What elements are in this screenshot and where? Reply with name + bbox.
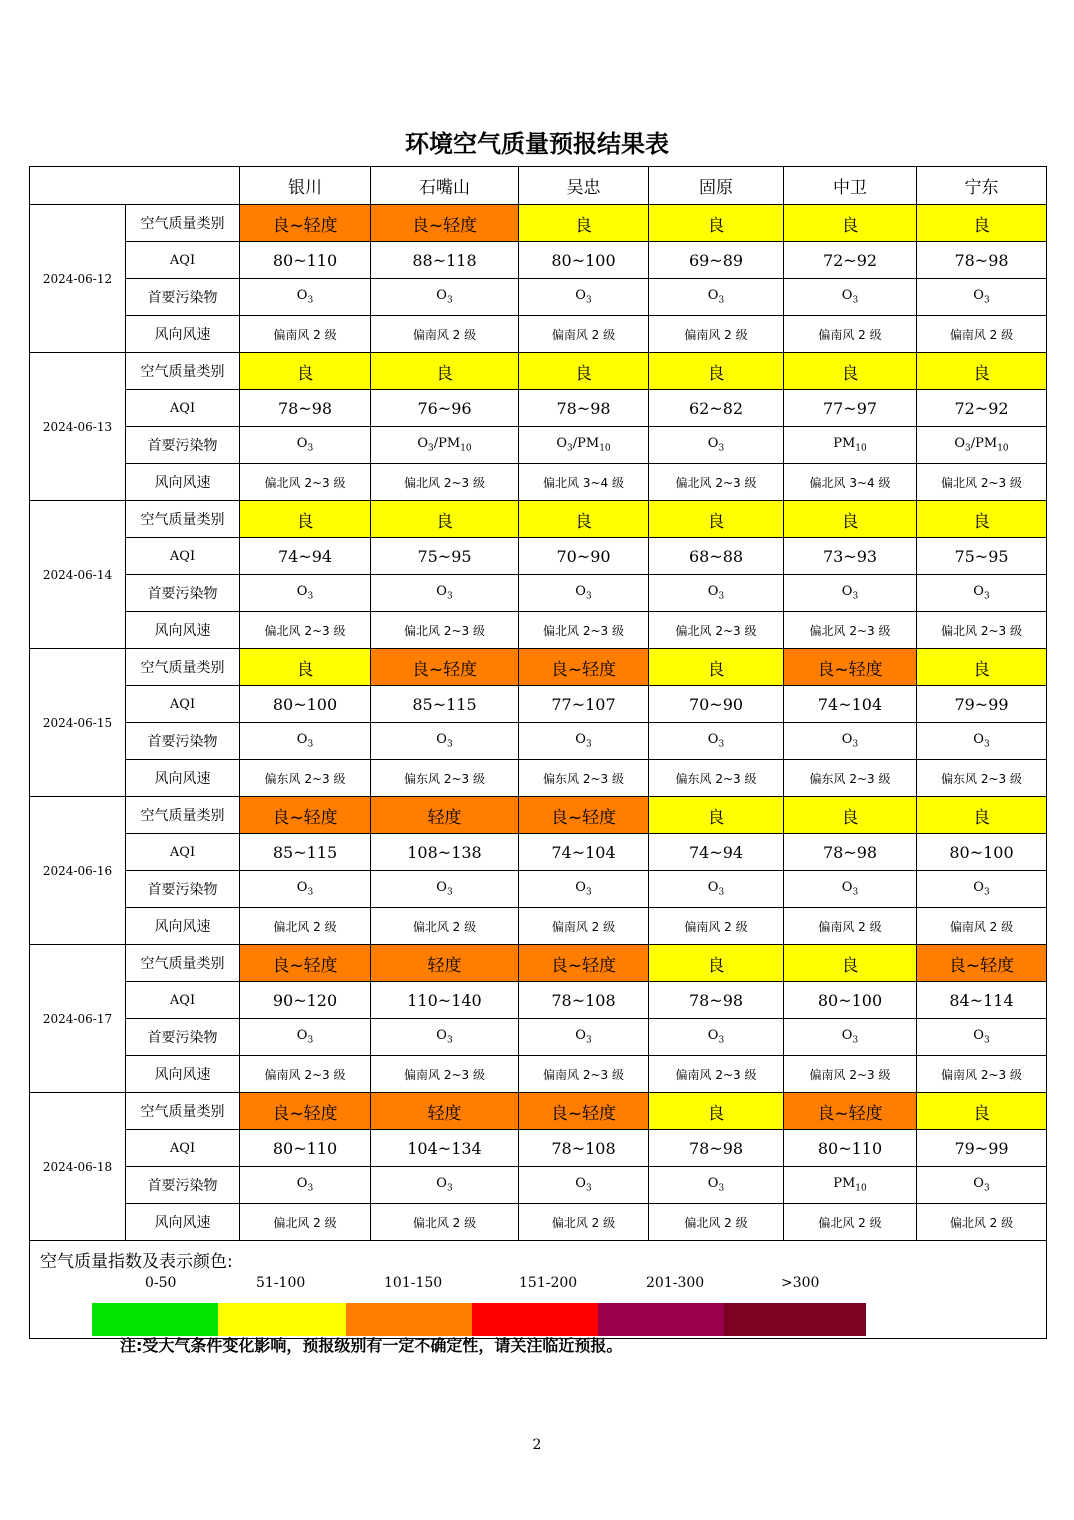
wind-cell: 偏东风 2~3 级	[917, 760, 1047, 797]
wind-cell: 偏东风 2~3 级	[784, 760, 917, 797]
wind-cell: 偏南风 2~3 级	[519, 1056, 649, 1093]
wind-cell: 偏北风 3~4 级	[519, 464, 649, 501]
date-cell: 2024-06-16	[30, 797, 126, 945]
category-cell: 良	[649, 1093, 784, 1130]
pollutant-cell: $PM_{10}$	[784, 1167, 917, 1204]
aqi-cell: 108~138	[371, 834, 519, 871]
pollutant-cell: $O_3$	[649, 575, 784, 612]
aqi-cell: 85~115	[240, 834, 371, 871]
legend-color-swatch	[92, 1303, 218, 1336]
wind-cell: 偏北风 2 级	[371, 908, 519, 945]
wind-cell: 偏南风 2 级	[917, 316, 1047, 353]
wind-cell: 偏南风 2~3 级	[371, 1056, 519, 1093]
pollutant-cell: $O_3$	[371, 575, 519, 612]
date-cell: 2024-06-13	[30, 353, 126, 501]
wind-cell: 偏南风 2~3 级	[917, 1056, 1047, 1093]
legend-color-swatch	[218, 1303, 346, 1336]
aqi-row	[30, 538, 1047, 575]
pollutant-cell: $O_3$	[917, 1167, 1047, 1204]
row-label-category: 空气质量类别	[126, 797, 240, 834]
aqi-cell: 78~98	[649, 1130, 784, 1167]
aqi-cell: 80~100	[519, 242, 649, 279]
pollutant-row	[30, 1167, 1047, 1204]
wind-cell: 偏南风 2 级	[649, 908, 784, 945]
legend-range-label: 101-150	[384, 1275, 443, 1291]
wind-row	[30, 908, 1047, 945]
category-cell: 良~轻度	[371, 205, 519, 242]
aqi-row	[30, 686, 1047, 723]
category-cell: 良	[917, 353, 1047, 390]
wind-cell: 偏南风 2 级	[784, 316, 917, 353]
pollutant-row	[30, 1019, 1047, 1056]
pollutant-cell: $O_3/PM_{10}$	[519, 427, 649, 464]
pollutant-cell: $O_3$	[240, 279, 371, 316]
row-label-pollutant: 首要污染物	[126, 871, 240, 908]
wind-cell: 偏北风 2~3 级	[917, 464, 1047, 501]
category-cell: 良~轻度	[240, 945, 371, 982]
category-row	[30, 797, 1047, 834]
legend-color-swatch	[346, 1303, 472, 1336]
category-row	[30, 1093, 1047, 1130]
wind-cell: 偏北风 2~3 级	[371, 612, 519, 649]
wind-cell: 偏东风 2~3 级	[240, 760, 371, 797]
aqi-cell: 78~98	[519, 390, 649, 427]
aqi-cell: 80~110	[240, 1130, 371, 1167]
aqi-cell: 80~110	[784, 1130, 917, 1167]
footnote: 注:受大气条件变化影响，预报级别有一定不确定性，请关注临近预报。	[120, 1336, 623, 1355]
date-cell: 2024-06-17	[30, 945, 126, 1093]
aqi-cell: 79~99	[917, 686, 1047, 723]
category-cell: 良	[240, 649, 371, 686]
wind-cell: 偏北风 2~3 级	[649, 464, 784, 501]
aqi-cell: 78~98	[784, 834, 917, 871]
wind-cell: 偏北风 2~3 级	[240, 612, 371, 649]
pollutant-cell: $O_3$	[649, 723, 784, 760]
category-cell: 良	[784, 945, 917, 982]
wind-cell: 偏南风 2~3 级	[784, 1056, 917, 1093]
city-header: 宁东	[917, 167, 1047, 205]
wind-cell: 偏南风 2 级	[917, 908, 1047, 945]
aqi-cell: 62~82	[649, 390, 784, 427]
row-label-wind: 风向风速	[126, 464, 240, 501]
category-row	[30, 649, 1047, 686]
pollutant-cell: $O_3$	[917, 871, 1047, 908]
wind-cell: 偏东风 2~3 级	[649, 760, 784, 797]
row-label-wind: 风向风速	[126, 316, 240, 353]
wind-cell: 偏北风 2 级	[240, 1204, 371, 1241]
category-row	[30, 205, 1047, 242]
forecast-table-body	[30, 167, 1047, 1339]
aqi-cell: 80~100	[240, 686, 371, 723]
legend-range-label: >300	[781, 1275, 820, 1291]
wind-cell: 偏南风 2~3 级	[240, 1056, 371, 1093]
category-row	[30, 501, 1047, 538]
pollutant-cell: $O_3$	[917, 723, 1047, 760]
row-label-wind: 风向风速	[126, 760, 240, 797]
pollutant-cell: $O_3$	[240, 427, 371, 464]
date-cell: 2024-06-18	[30, 1093, 126, 1241]
wind-cell: 偏南风 2 级	[784, 908, 917, 945]
category-cell: 良	[649, 501, 784, 538]
category-cell: 良	[917, 205, 1047, 242]
wind-cell: 偏东风 2~3 级	[519, 760, 649, 797]
pollutant-row	[30, 871, 1047, 908]
pollutant-cell: $O_3$	[371, 1167, 519, 1204]
aqi-cell: 74~104	[519, 834, 649, 871]
wind-cell: 偏北风 2 级	[917, 1204, 1047, 1241]
wind-row	[30, 1056, 1047, 1093]
category-cell: 良~轻度	[519, 945, 649, 982]
wind-cell: 偏北风 2~3 级	[371, 464, 519, 501]
pollutant-cell: $O_3$	[649, 871, 784, 908]
wind-cell: 偏北风 2 级	[649, 1204, 784, 1241]
aqi-row	[30, 834, 1047, 871]
pollutant-cell: $O_3$	[371, 279, 519, 316]
wind-cell: 偏南风 2 级	[649, 316, 784, 353]
legend-row	[30, 1241, 1047, 1339]
row-label-aqi: AQI	[126, 686, 240, 723]
category-cell: 良~轻度	[519, 797, 649, 834]
category-cell: 良~轻度	[784, 1093, 917, 1130]
category-cell: 良	[519, 501, 649, 538]
aqi-cell: 75~95	[371, 538, 519, 575]
category-cell: 良	[649, 945, 784, 982]
legend-color-swatch	[724, 1303, 866, 1336]
row-label-aqi: AQI	[126, 390, 240, 427]
wind-cell: 偏北风 2~3 级	[917, 612, 1047, 649]
pollutant-cell: $O_3$	[519, 279, 649, 316]
category-cell: 轻度	[371, 945, 519, 982]
pollutant-cell: $O_3$	[784, 871, 917, 908]
aqi-cell: 90~120	[240, 982, 371, 1019]
legend-range-label: 51-100	[256, 1275, 306, 1291]
row-label-wind: 风向风速	[126, 1056, 240, 1093]
pollutant-row	[30, 723, 1047, 760]
row-label-pollutant: 首要污染物	[126, 1019, 240, 1056]
category-cell: 良	[371, 353, 519, 390]
aqi-cell: 80~100	[784, 982, 917, 1019]
pollutant-cell: $O_3$	[649, 1167, 784, 1204]
pollutant-cell: $O_3$	[240, 1167, 371, 1204]
category-cell: 良	[784, 501, 917, 538]
aqi-cell: 73~93	[784, 538, 917, 575]
category-cell: 良~轻度	[240, 797, 371, 834]
wind-cell: 偏南风 2 级	[371, 316, 519, 353]
category-cell: 良	[519, 353, 649, 390]
aqi-cell: 77~107	[519, 686, 649, 723]
row-label-category: 空气质量类别	[126, 1093, 240, 1130]
row-label-pollutant: 首要污染物	[126, 279, 240, 316]
pollutant-cell: $O_3$	[240, 575, 371, 612]
pollutant-cell: $O_3$	[649, 1019, 784, 1056]
pollutant-cell: $O_3$	[240, 871, 371, 908]
wind-cell: 偏北风 2 级	[519, 1204, 649, 1241]
row-label-aqi: AQI	[126, 1130, 240, 1167]
row-label-wind: 风向风速	[126, 1204, 240, 1241]
aqi-cell: 85~115	[371, 686, 519, 723]
row-label-pollutant: 首要污染物	[126, 1167, 240, 1204]
pollutant-cell: $O_3$	[371, 1019, 519, 1056]
pollutant-cell: $PM_{10}$	[784, 427, 917, 464]
pollutant-cell: $O_3$	[240, 723, 371, 760]
legend-range-label: 0-50	[145, 1275, 177, 1291]
wind-row	[30, 464, 1047, 501]
wind-cell: 偏北风 2~3 级	[519, 612, 649, 649]
aqi-cell: 78~98	[240, 390, 371, 427]
wind-cell: 偏北风 2~3 级	[240, 464, 371, 501]
aqi-cell: 68~88	[649, 538, 784, 575]
row-label-pollutant: 首要污染物	[126, 575, 240, 612]
wind-row	[30, 1204, 1047, 1241]
aqi-cell: 80~110	[240, 242, 371, 279]
category-cell: 良	[649, 797, 784, 834]
category-cell: 良	[649, 205, 784, 242]
category-cell: 良~轻度	[240, 1093, 371, 1130]
pollutant-cell: $O_3$	[519, 1019, 649, 1056]
category-cell: 良~轻度	[519, 1093, 649, 1130]
aqi-cell: 69~89	[649, 242, 784, 279]
wind-cell: 偏南风 2 级	[519, 316, 649, 353]
legend-color-swatch	[598, 1303, 724, 1336]
category-cell: 良	[649, 353, 784, 390]
aqi-row	[30, 242, 1047, 279]
legend-title: 空气质量指数及表示颜色:	[40, 1252, 233, 1272]
category-cell: 良	[784, 797, 917, 834]
aqi-cell: 78~108	[519, 982, 649, 1019]
page-number: 2	[532, 1437, 542, 1453]
pollutant-cell: $O_3$	[784, 279, 917, 316]
pollutant-cell: $O_3$	[371, 871, 519, 908]
aqi-cell: 72~92	[917, 390, 1047, 427]
row-label-aqi: AQI	[126, 242, 240, 279]
city-header: 固原	[649, 167, 784, 205]
pollutant-row	[30, 279, 1047, 316]
category-cell: 良	[917, 1093, 1047, 1130]
category-cell: 良	[240, 353, 371, 390]
wind-row	[30, 316, 1047, 353]
header-corner	[30, 167, 240, 205]
wind-cell: 偏南风 2 级	[240, 316, 371, 353]
pollutant-cell: $O_3$	[917, 279, 1047, 316]
page-title: 环境空气质量预报结果表	[405, 130, 669, 158]
pollutant-cell: $O_3$	[519, 575, 649, 612]
aqi-cell: 78~98	[917, 242, 1047, 279]
aqi-cell: 104~134	[371, 1130, 519, 1167]
aqi-cell: 78~98	[649, 982, 784, 1019]
wind-cell: 偏东风 2~3 级	[371, 760, 519, 797]
pollutant-cell: $O_3$	[519, 871, 649, 908]
pollutant-cell: $O_3$	[784, 723, 917, 760]
pollutant-cell: $O_3$	[519, 1167, 649, 1204]
category-cell: 良	[649, 649, 784, 686]
aqi-row	[30, 1130, 1047, 1167]
category-cell: 轻度	[371, 797, 519, 834]
row-label-aqi: AQI	[126, 834, 240, 871]
wind-cell: 偏北风 2~3 级	[784, 612, 917, 649]
wind-row	[30, 760, 1047, 797]
row-label-category: 空气质量类别	[126, 649, 240, 686]
row-label-wind: 风向风速	[126, 908, 240, 945]
aqi-cell: 110~140	[371, 982, 519, 1019]
aqi-cell: 74~104	[784, 686, 917, 723]
row-label-category: 空气质量类别	[126, 501, 240, 538]
pollutant-cell: $O_3$	[784, 575, 917, 612]
aqi-cell: 84~114	[917, 982, 1047, 1019]
category-cell: 良	[917, 501, 1047, 538]
pollutant-cell: $O_3$	[649, 279, 784, 316]
legend-range-label: 151-200	[519, 1275, 578, 1291]
aqi-cell: 75~95	[917, 538, 1047, 575]
category-cell: 良	[784, 353, 917, 390]
pollutant-cell: $O_3$	[519, 723, 649, 760]
aqi-color-legend	[30, 1241, 1047, 1339]
row-label-pollutant: 首要污染物	[126, 427, 240, 464]
category-cell: 良~轻度	[917, 945, 1047, 982]
pollutant-cell: $O_3$	[240, 1019, 371, 1056]
aqi-cell: 70~90	[649, 686, 784, 723]
pollutant-cell: $O_3$	[917, 575, 1047, 612]
category-cell: 良	[371, 501, 519, 538]
aqi-cell: 70~90	[519, 538, 649, 575]
category-cell: 良~轻度	[519, 649, 649, 686]
date-cell: 2024-06-15	[30, 649, 126, 797]
row-label-pollutant: 首要污染物	[126, 723, 240, 760]
aqi-cell: 74~94	[240, 538, 371, 575]
pollutant-cell: $O_3/PM_{10}$	[917, 427, 1047, 464]
forecast-table	[29, 166, 1047, 1339]
aqi-cell: 76~96	[371, 390, 519, 427]
wind-cell: 偏北风 2~3 级	[649, 612, 784, 649]
pollutant-row	[30, 427, 1047, 464]
aqi-cell: 74~94	[649, 834, 784, 871]
row-label-category: 空气质量类别	[126, 205, 240, 242]
pollutant-cell: $O_3$	[371, 723, 519, 760]
wind-cell: 偏北风 2 级	[371, 1204, 519, 1241]
aqi-row	[30, 390, 1047, 427]
row-label-wind: 风向风速	[126, 612, 240, 649]
aqi-cell: 78~108	[519, 1130, 649, 1167]
pollutant-cell: $O_3$	[917, 1019, 1047, 1056]
category-row	[30, 353, 1047, 390]
category-cell: 良	[240, 501, 371, 538]
pollutant-row	[30, 575, 1047, 612]
row-label-category: 空气质量类别	[126, 353, 240, 390]
aqi-cell: 80~100	[917, 834, 1047, 871]
category-cell: 良	[784, 205, 917, 242]
aqi-cell: 72~92	[784, 242, 917, 279]
category-cell: 良	[917, 797, 1047, 834]
wind-cell: 偏南风 2~3 级	[649, 1056, 784, 1093]
wind-cell: 偏北风 2 级	[784, 1204, 917, 1241]
pollutant-cell: $O_3$	[784, 1019, 917, 1056]
city-header: 石嘴山	[371, 167, 519, 205]
wind-row	[30, 612, 1047, 649]
aqi-row	[30, 982, 1047, 1019]
aqi-cell: 79~99	[917, 1130, 1047, 1167]
category-cell: 良~轻度	[240, 205, 371, 242]
category-cell: 轻度	[371, 1093, 519, 1130]
row-label-aqi: AQI	[126, 982, 240, 1019]
row-label-aqi: AQI	[126, 538, 240, 575]
row-label-category: 空气质量类别	[126, 945, 240, 982]
city-header: 吴忠	[519, 167, 649, 205]
date-cell: 2024-06-14	[30, 501, 126, 649]
wind-cell: 偏北风 2 级	[240, 908, 371, 945]
category-cell: 良~轻度	[784, 649, 917, 686]
header-row	[30, 167, 1047, 205]
pollutant-cell: $O_3$	[649, 427, 784, 464]
category-row	[30, 945, 1047, 982]
pollutant-cell: $O_3/PM_{10}$	[371, 427, 519, 464]
date-cell: 2024-06-12	[30, 205, 126, 353]
wind-cell: 偏南风 2 级	[519, 908, 649, 945]
city-header: 中卫	[784, 167, 917, 205]
category-cell: 良	[519, 205, 649, 242]
wind-cell: 偏北风 3~4 级	[784, 464, 917, 501]
category-cell: 良	[917, 649, 1047, 686]
category-cell: 良~轻度	[371, 649, 519, 686]
city-header: 银川	[240, 167, 371, 205]
legend-range-label: 201-300	[646, 1275, 705, 1291]
aqi-cell: 88~118	[371, 242, 519, 279]
legend-color-swatch	[472, 1303, 598, 1336]
aqi-cell: 77~97	[784, 390, 917, 427]
